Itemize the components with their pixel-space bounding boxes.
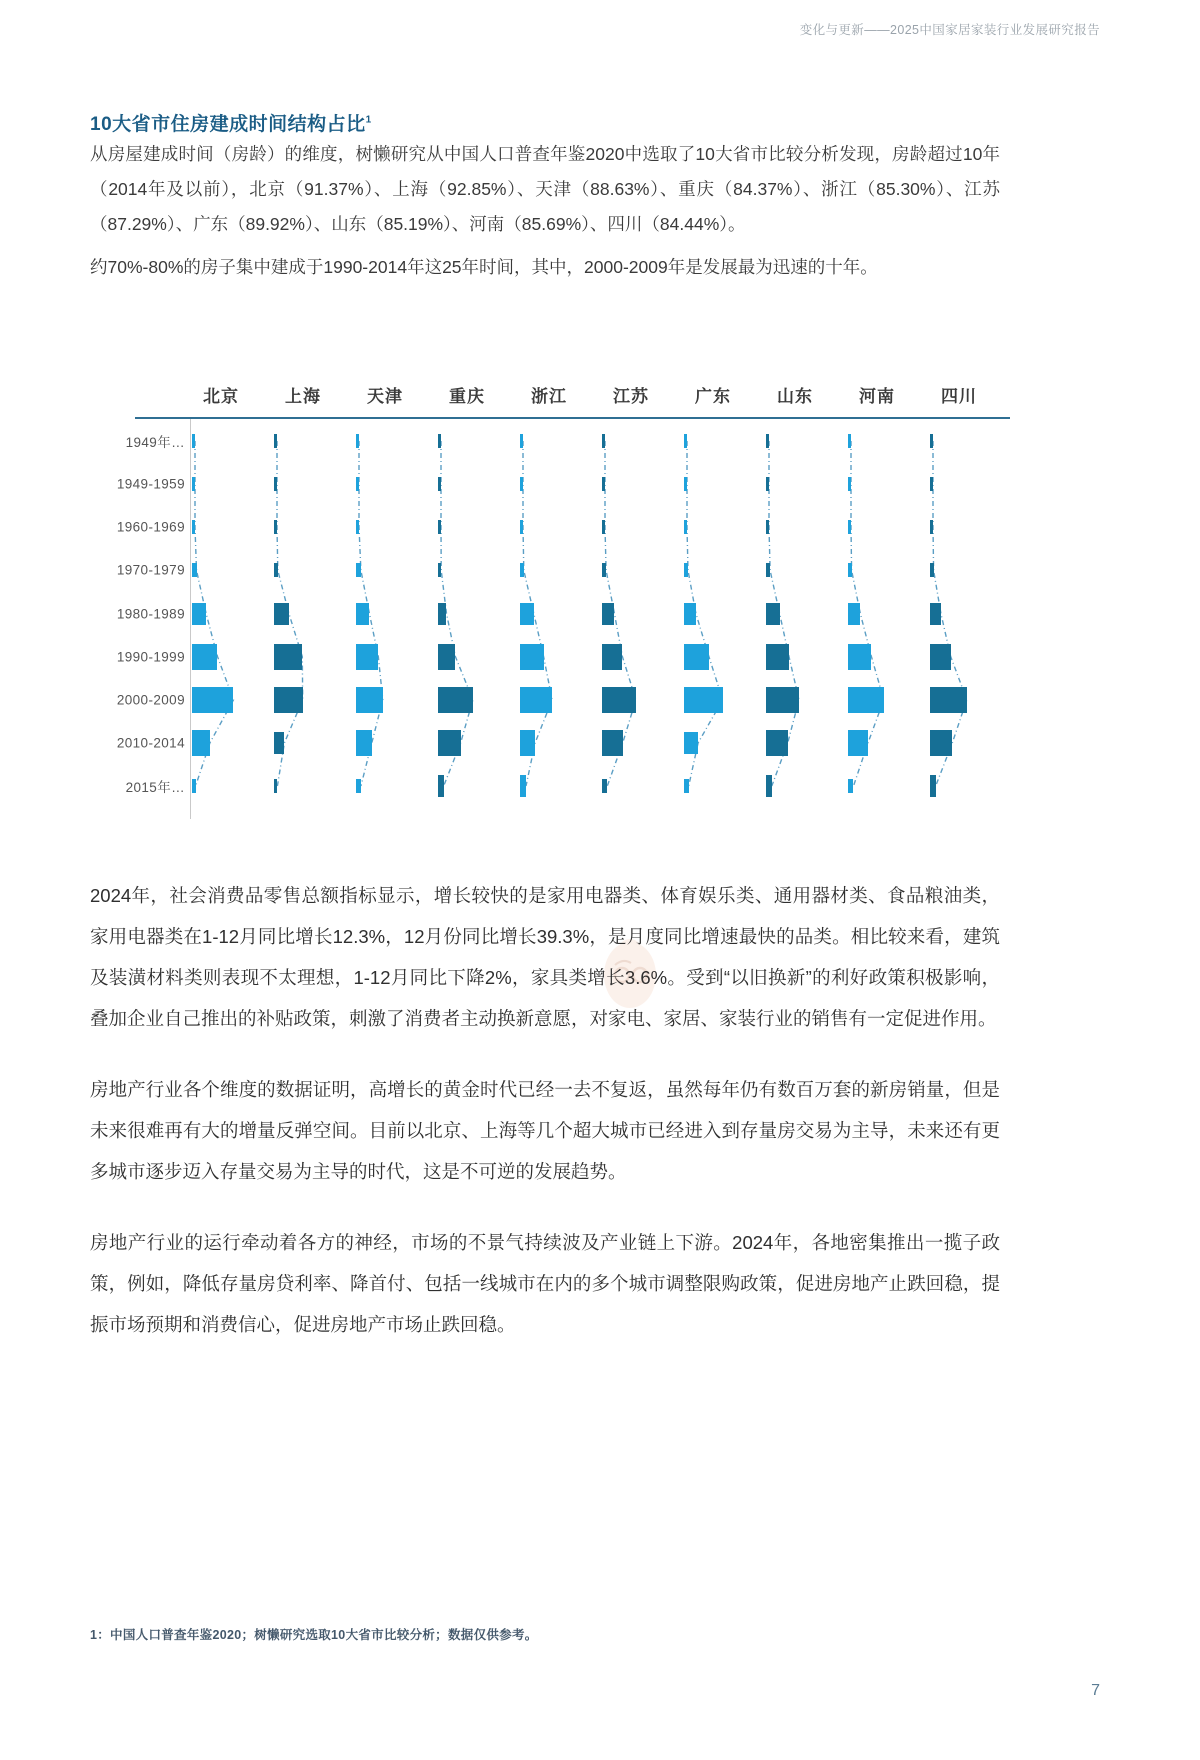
chart-bar <box>192 477 195 491</box>
chart-bar <box>356 563 361 577</box>
chart-bar <box>520 520 523 534</box>
chart-bar <box>848 563 852 577</box>
section-title <box>90 109 372 136</box>
chart-column-header: 广东 <box>695 387 731 406</box>
chart-bar <box>438 434 441 448</box>
chart-bar <box>274 520 277 534</box>
chart-bar <box>274 563 278 577</box>
chart-bar <box>766 477 769 491</box>
chart-bar <box>274 477 277 491</box>
chart-bar <box>602 687 636 713</box>
chart-bar <box>684 434 687 448</box>
chart-column-header: 河南 <box>859 387 895 406</box>
chart-column-header: 山东 <box>777 387 813 406</box>
chart-bar <box>930 644 951 670</box>
chart-bar <box>684 779 689 793</box>
chart-bar <box>930 730 952 756</box>
section-title-text: 10大省市住房建成时间结构占比 <box>90 113 366 135</box>
chart-column-header: 天津 <box>367 387 403 406</box>
chart-bar <box>520 687 552 713</box>
chart-bar <box>848 434 851 448</box>
chart-bar <box>520 434 523 448</box>
chart-bar <box>766 644 789 670</box>
chart-bar <box>848 687 884 713</box>
chart-bar <box>356 644 378 670</box>
chart-bar <box>684 732 698 754</box>
body-text-block <box>90 875 1000 1345</box>
chart-bar <box>356 779 361 793</box>
chart-bar <box>356 603 369 625</box>
section-title-footnote-marker: 1 <box>365 114 372 126</box>
chart-row-label: 2015年… <box>125 780 185 795</box>
chart-bar <box>274 434 277 448</box>
chart-bar <box>766 730 788 756</box>
chart-bar <box>602 520 605 534</box>
footnote: 1：中国人口普查年鉴2020；树懒研究选取10大省市比较分析；数据仅供参考。 <box>90 1628 538 1642</box>
chart-bar <box>684 644 709 670</box>
chart-bar <box>192 687 233 713</box>
chart-column-header: 江苏 <box>613 387 649 406</box>
chart-y-axis <box>190 419 191 819</box>
chart-bar <box>438 687 473 713</box>
chart-bar <box>356 520 359 534</box>
chart-bar <box>274 779 277 793</box>
chart-bar <box>848 603 860 625</box>
chart-bar <box>274 644 302 670</box>
chart-bar <box>930 603 941 625</box>
chart-bar <box>766 603 780 625</box>
housing-age-chart <box>90 370 1010 840</box>
chart-bar <box>684 520 687 534</box>
chart-bar <box>766 687 799 713</box>
chart-row-label: 1990-1999 <box>116 649 185 665</box>
chart-bar <box>848 520 851 534</box>
chart-row-label: 2000-2009 <box>116 692 185 708</box>
chart-row-label: 2010-2014 <box>116 735 185 751</box>
chart-column-header: 北京 <box>203 387 239 406</box>
intro-paragraph-1: 从房屋建成时间（房龄）的维度，树懒研究从中国人口普查年鉴2020中选取了10大省市比较分析发现，房龄超过10年（2014年及以前），北京（91.37%）、上海（92.85%）、天津（88.63%）、重庆（84.37%）、浙江（85.30%）、江苏（87.29%）、广东（89.92%）、山东（85.19%）、河南（85.69%）、四川（84.44%）。 <box>90 144 1000 234</box>
chart-bar <box>356 477 359 491</box>
chart-bar <box>602 779 607 793</box>
body-paragraph-1: 2024年，社会消费品零售总额指标显示，增长较快的是家用电器类、体育娱乐类、通用器材类、食品粮油类，家用电器类在1-12月同比增长12.3%，12月份同比增长39.3%，是月度同比增速最快的品类。相比较来看，建筑及装潢材料类则表现不太理想，1-12月同比下降2%，家具类增长3.6%。受到“以旧换新”的利好政策积极影响，叠加企业自己推出的补贴政策，刺激了消费者主动换新意愿，对家电、家居、家装行业的销售有一定促进作用。 <box>90 885 1000 1029</box>
chart-bar <box>684 563 688 577</box>
chart-bar <box>930 775 936 797</box>
chart-bar <box>930 563 934 577</box>
body-paragraph-2: 房地产行业各个维度的数据证明，高增长的黄金时代已经一去不复返，虽然每年仍有数百万套的新房销量，但是未来很难再有大的增量反弹空间。目前以北京、上海等几个超大城市已经进入到存量房交易为主导，未来还有更多城市逐步迈入存量交易为主导的时代，这是不可逆的发展趋势。 <box>90 1079 1000 1182</box>
chart-bar <box>848 644 871 670</box>
chart-column-header: 上海 <box>285 387 321 406</box>
chart-bar <box>766 434 769 448</box>
chart-bar <box>766 520 769 534</box>
chart-row-label: 1980-1989 <box>116 606 185 621</box>
chart-bar <box>848 477 851 491</box>
chart-bar <box>520 563 524 577</box>
chart-plot-area <box>116 419 1010 824</box>
chart-bar <box>520 603 534 625</box>
chart-bar <box>192 603 206 625</box>
chart-bar <box>192 434 195 448</box>
chart-bar <box>438 644 455 670</box>
chart-bar <box>192 730 210 756</box>
chart-bar <box>848 730 868 756</box>
chart-bar <box>192 644 217 670</box>
chart-bar <box>438 775 444 797</box>
chart-bar <box>930 687 967 713</box>
chart-row-label: 1960-1969 <box>116 519 185 535</box>
chart-bar <box>602 603 614 625</box>
chart-bar <box>438 603 446 625</box>
chart-bar <box>930 520 933 534</box>
chart-bar <box>602 434 605 448</box>
chart-row-label: 1949年… <box>125 435 185 450</box>
chart-bar <box>438 520 441 534</box>
chart-bar <box>930 477 933 491</box>
chart-bar <box>930 434 933 448</box>
chart-bar <box>684 687 723 713</box>
running-header: 变化与更新——2025中国家居家装行业发展研究报告 <box>799 23 1100 37</box>
chart-bar <box>192 779 196 793</box>
chart-bar <box>356 687 383 713</box>
chart-bar <box>438 730 461 756</box>
chart-trend-curves <box>135 419 1010 824</box>
chart-bar <box>520 477 523 491</box>
chart-bar <box>356 434 359 448</box>
chart-bar <box>602 563 606 577</box>
chart-column-header: 重庆 <box>449 387 485 406</box>
chart-column-header: 浙江 <box>531 387 567 406</box>
body-paragraph-3: 房地产行业的运行牵动着各方的神经，市场的不景气持续波及产业链上下游。2024年，各地密集推出一揽子政策，例如，降低存量房贷利率、降首付、包括一线城市在内的多个城市调整限购政策，促进房地产止跌回稳，提振市场预期和消费信心，促进房地产市场止跌回稳。 <box>90 1232 1000 1335</box>
chart-bar <box>520 730 535 756</box>
chart-bar <box>602 644 622 670</box>
chart-bar <box>602 730 623 756</box>
chart-column-headers <box>190 382 1010 416</box>
page-number: 7 <box>1091 1682 1100 1699</box>
chart-bar <box>438 477 441 491</box>
chart-bar <box>192 563 197 577</box>
intro-paragraph-2: 约70%-80%的房子集中建成于1990-2014年这25年时间，其中，2000-2009年是发展最为迅速的十年。 <box>90 257 878 277</box>
chart-bar <box>192 520 195 534</box>
chart-column-header: 四川 <box>941 387 977 406</box>
intro-block <box>90 137 1000 285</box>
chart-bar <box>848 779 853 793</box>
chart-bar <box>274 687 303 713</box>
chart-bar <box>684 477 687 491</box>
chart-bar <box>438 563 441 577</box>
chart-bar <box>602 477 605 491</box>
chart-bar <box>520 775 526 797</box>
chart-bar <box>684 603 696 625</box>
chart-bar <box>356 730 372 756</box>
chart-bar <box>766 775 772 797</box>
chart-row-label: 1949-1959 <box>116 476 185 492</box>
chart-bar <box>520 644 544 670</box>
chart-row-label: 1970-1979 <box>116 562 185 578</box>
chart-bar <box>766 563 770 577</box>
chart-bar <box>274 603 289 625</box>
chart-bar <box>274 732 284 754</box>
